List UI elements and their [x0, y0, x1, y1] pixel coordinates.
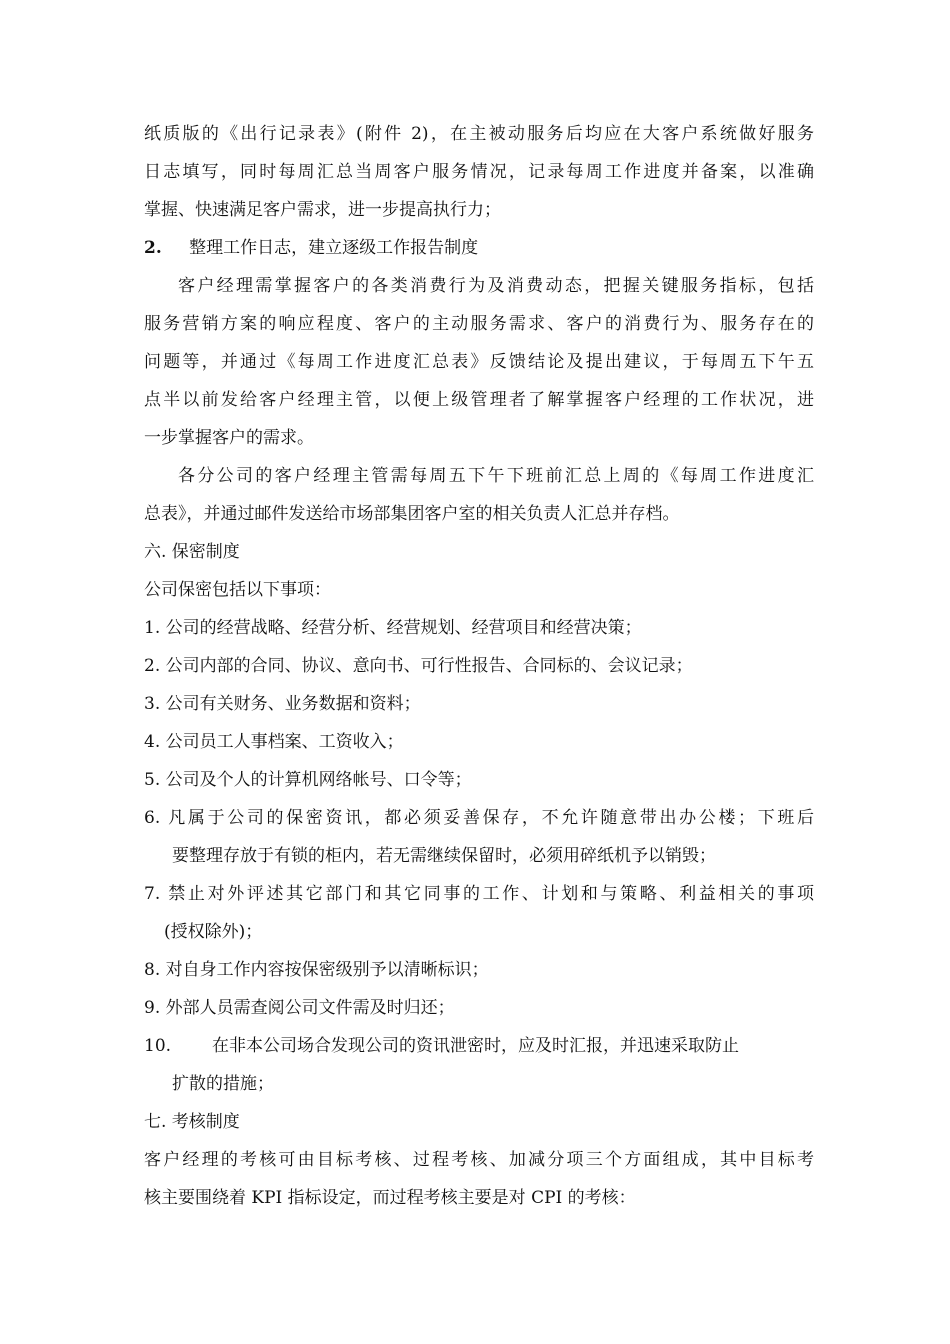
list-item: 6. 凡属于公司的保密资讯，都必须妥善保存，不允许随意带出办公楼；下班后 [144, 808, 814, 828]
list-item: 9. 外部人员需查阅公司文件需及时归还； [144, 998, 455, 1018]
paragraph-line: 各分公司的客户经理主管需每周五下午下班前汇总上周的《每周工作进度汇 [178, 466, 814, 486]
paragraph-line: 客户经理的考核可由目标考核、过程考核、加减分项三个方面组成，其中目标考 [144, 1150, 814, 1170]
section-title: 七. 考核制度 [144, 1112, 240, 1132]
list-item [144, 1034, 814, 1058]
section-title: 整理工作日志，建立逐级工作报告制度 [189, 238, 479, 258]
section-title: 六. 保密制度 [144, 542, 240, 562]
list-item-continuation: (授权除外)； [164, 922, 263, 942]
paragraph-line: 日志填写，同时每周汇总当周客户服务情况，记录每周工作进度并备案，以准确 [144, 162, 814, 182]
paragraph-line: 掌握、快速满足客户需求，进一步提高执行力； [144, 200, 501, 220]
list-item-continuation: 要整理存放于有锁的柜内，若无需继续保留时，必须用碎纸机予以销毁； [172, 846, 716, 866]
paragraph-line: 一步掌握客户的需求。 [144, 428, 314, 448]
paragraph-line: 问题等，并通过《每周工作进度汇总表》反馈结论及提出建议，于每周五下午五 [144, 352, 814, 372]
paragraph-line: 服务营销方案的响应程度、客户的主动服务需求、客户的消费行为、服务存在的 [144, 314, 814, 334]
list-item: 5. 公司及个人的计算机网络帐号、口令等； [144, 770, 472, 790]
paragraph-line: 纸质版的《出行记录表》(附件 2)，在主被动服务后均应在大客户系统做好服务 [144, 124, 814, 144]
paragraph-line: 点半以前发给客户经理主管，以便上级管理者了解掌握客户经理的工作状况，进 [144, 390, 814, 410]
section-number: 2. [144, 238, 162, 258]
list-item: 4. 公司员工人事档案、工资收入； [144, 732, 404, 752]
list-item: 8. 对自身工作内容按保密级别予以清晰标识； [144, 960, 489, 980]
list-item: 3. 公司有关财务、业务数据和资料； [144, 694, 421, 714]
list-item-continuation: 扩散的措施； [172, 1074, 274, 1094]
list-item: 1. 公司的经营战略、经营分析、经营规划、经营项目和经营决策； [144, 618, 642, 638]
paragraph-line: 核主要围绕着 KPI 指标设定，而过程考核主要是对 CPI 的考核： [144, 1188, 636, 1208]
paragraph-line: 总表》，并通过邮件发送给市场部集团客户室的相关负责人汇总并存档。 [144, 504, 680, 524]
section-heading [144, 236, 814, 260]
list-number: 10. [144, 1036, 172, 1056]
paragraph-line: 客户经理需掌握客户的各类消费行为及消费动态，把握关键服务指标，包括 [178, 276, 814, 296]
list-item: 2. 公司内部的合同、协议、意向书、可行性报告、合同标的、会议记录； [144, 656, 693, 676]
list-text: 在非本公司场合发现公司的资讯泄密时，应及时汇报，并迅速采取防止 [212, 1036, 739, 1056]
list-item: 7. 禁止对外评述其它部门和其它同事的工作、计划和与策略、利益相关的事项 [144, 884, 814, 904]
paragraph-line: 公司保密包括以下事项： [144, 580, 331, 600]
